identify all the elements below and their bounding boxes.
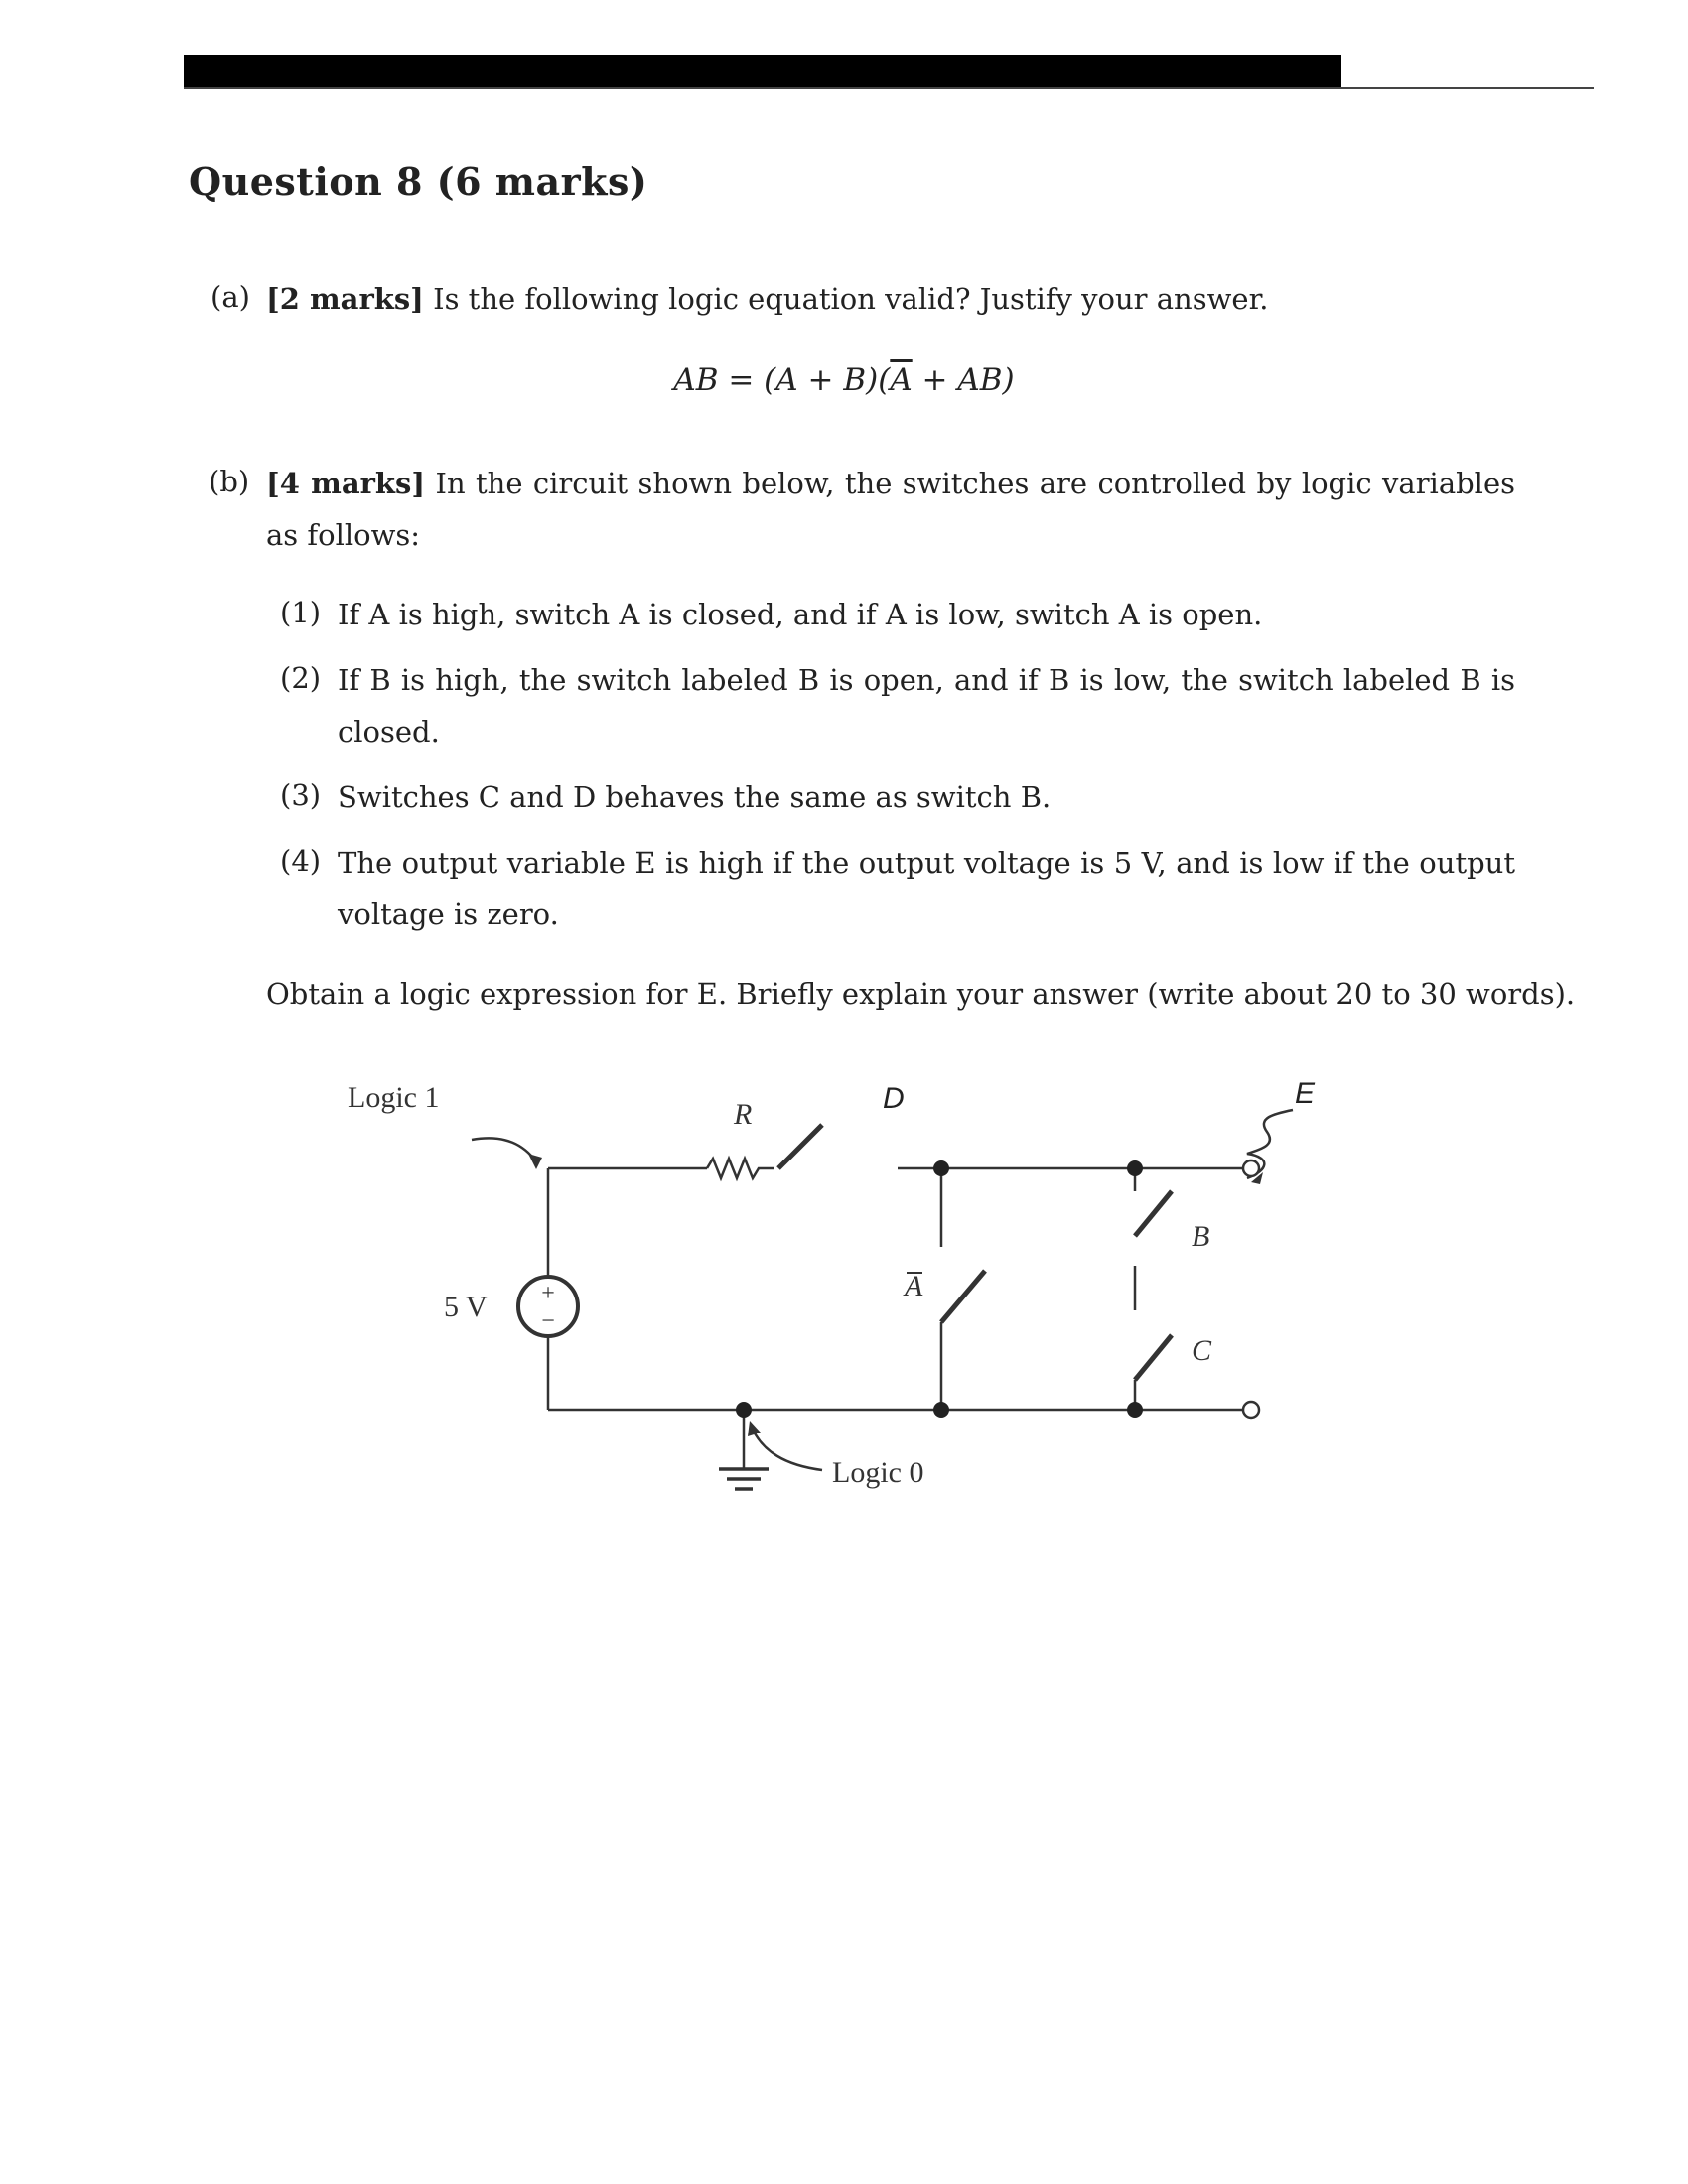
- logic1-arrowhead: [528, 1154, 542, 1169]
- switch-c: [1135, 1335, 1172, 1380]
- part-b-marks: [4 marks]: [266, 467, 426, 500]
- switch-c-label: C: [1192, 1334, 1212, 1367]
- source-minus: −: [541, 1308, 555, 1334]
- part-a-text: [266, 273, 1269, 325]
- task-text: Obtain a logic expression for E. Briefly explain your answer (write about 20 to 30 words).: [266, 977, 1576, 1011]
- junction-dots: [736, 1160, 1143, 1418]
- item-2-num: (2): [280, 661, 322, 695]
- logic-equation: AB = $(A + B)(\overline{A} + AB)$: [673, 362, 1015, 398]
- logic0-arrowhead: [748, 1421, 761, 1436]
- output-terminal-top: [1243, 1160, 1259, 1176]
- switch-abar: [941, 1271, 985, 1322]
- item-3-num: (3): [280, 778, 322, 812]
- switch-b-label: B: [1192, 1220, 1210, 1253]
- part-a-label: (a): [211, 280, 250, 314]
- a-bar: $\overline{A}$: [890, 362, 913, 398]
- item-1-num: (1): [280, 596, 322, 629]
- output-terminal-bottom: [1243, 1402, 1259, 1418]
- switch-b: [1135, 1191, 1172, 1236]
- source-plus: +: [541, 1281, 555, 1306]
- circuit-diagram: [298, 1062, 1350, 1519]
- ground-symbol: [719, 1469, 769, 1489]
- source-label: 5 V: [444, 1291, 488, 1323]
- item-2-text: If B is high, the switch labeled B is open, and if B is low, the switch labeled B is closed.: [338, 663, 1515, 749]
- part-a-marks: [2 marks]: [266, 282, 424, 316]
- part-b-label: (b): [209, 465, 250, 498]
- switch-d: [778, 1125, 822, 1168]
- logic1-label: Logic 1: [348, 1081, 440, 1114]
- logic0-label: Logic 0: [832, 1456, 924, 1489]
- logic0-arrow: [752, 1428, 822, 1470]
- logic1-arrow: [472, 1138, 536, 1161]
- question-title: Question 8 (6 marks): [189, 159, 648, 204]
- item-1-text: If A is high, switch A is closed, and if A is low, switch A is open.: [338, 598, 1263, 631]
- item-4-text: The output variable E is high if the output voltage is 5 V, and is low if the output voltage is zero.: [338, 846, 1515, 931]
- switch-d-label: D: [883, 1082, 905, 1115]
- header-rule: [184, 87, 1594, 89]
- item-3-text: Switches C and D behaves the same as switch B.: [338, 780, 1052, 814]
- part-a-question: Is the following logic equation valid? Justify your answer.: [433, 282, 1269, 316]
- item-4-num: (4): [280, 844, 322, 878]
- part-b-intro: [4 marks] In the circuit shown below, the switches are controlled by logic variables as follows:: [266, 467, 1516, 552]
- resistor: [707, 1159, 774, 1178]
- resistor-label: R: [734, 1098, 753, 1131]
- header-bar: [184, 55, 1341, 87]
- switch-abar-label: A: [905, 1270, 923, 1302]
- output-e-label: E: [1295, 1077, 1316, 1110]
